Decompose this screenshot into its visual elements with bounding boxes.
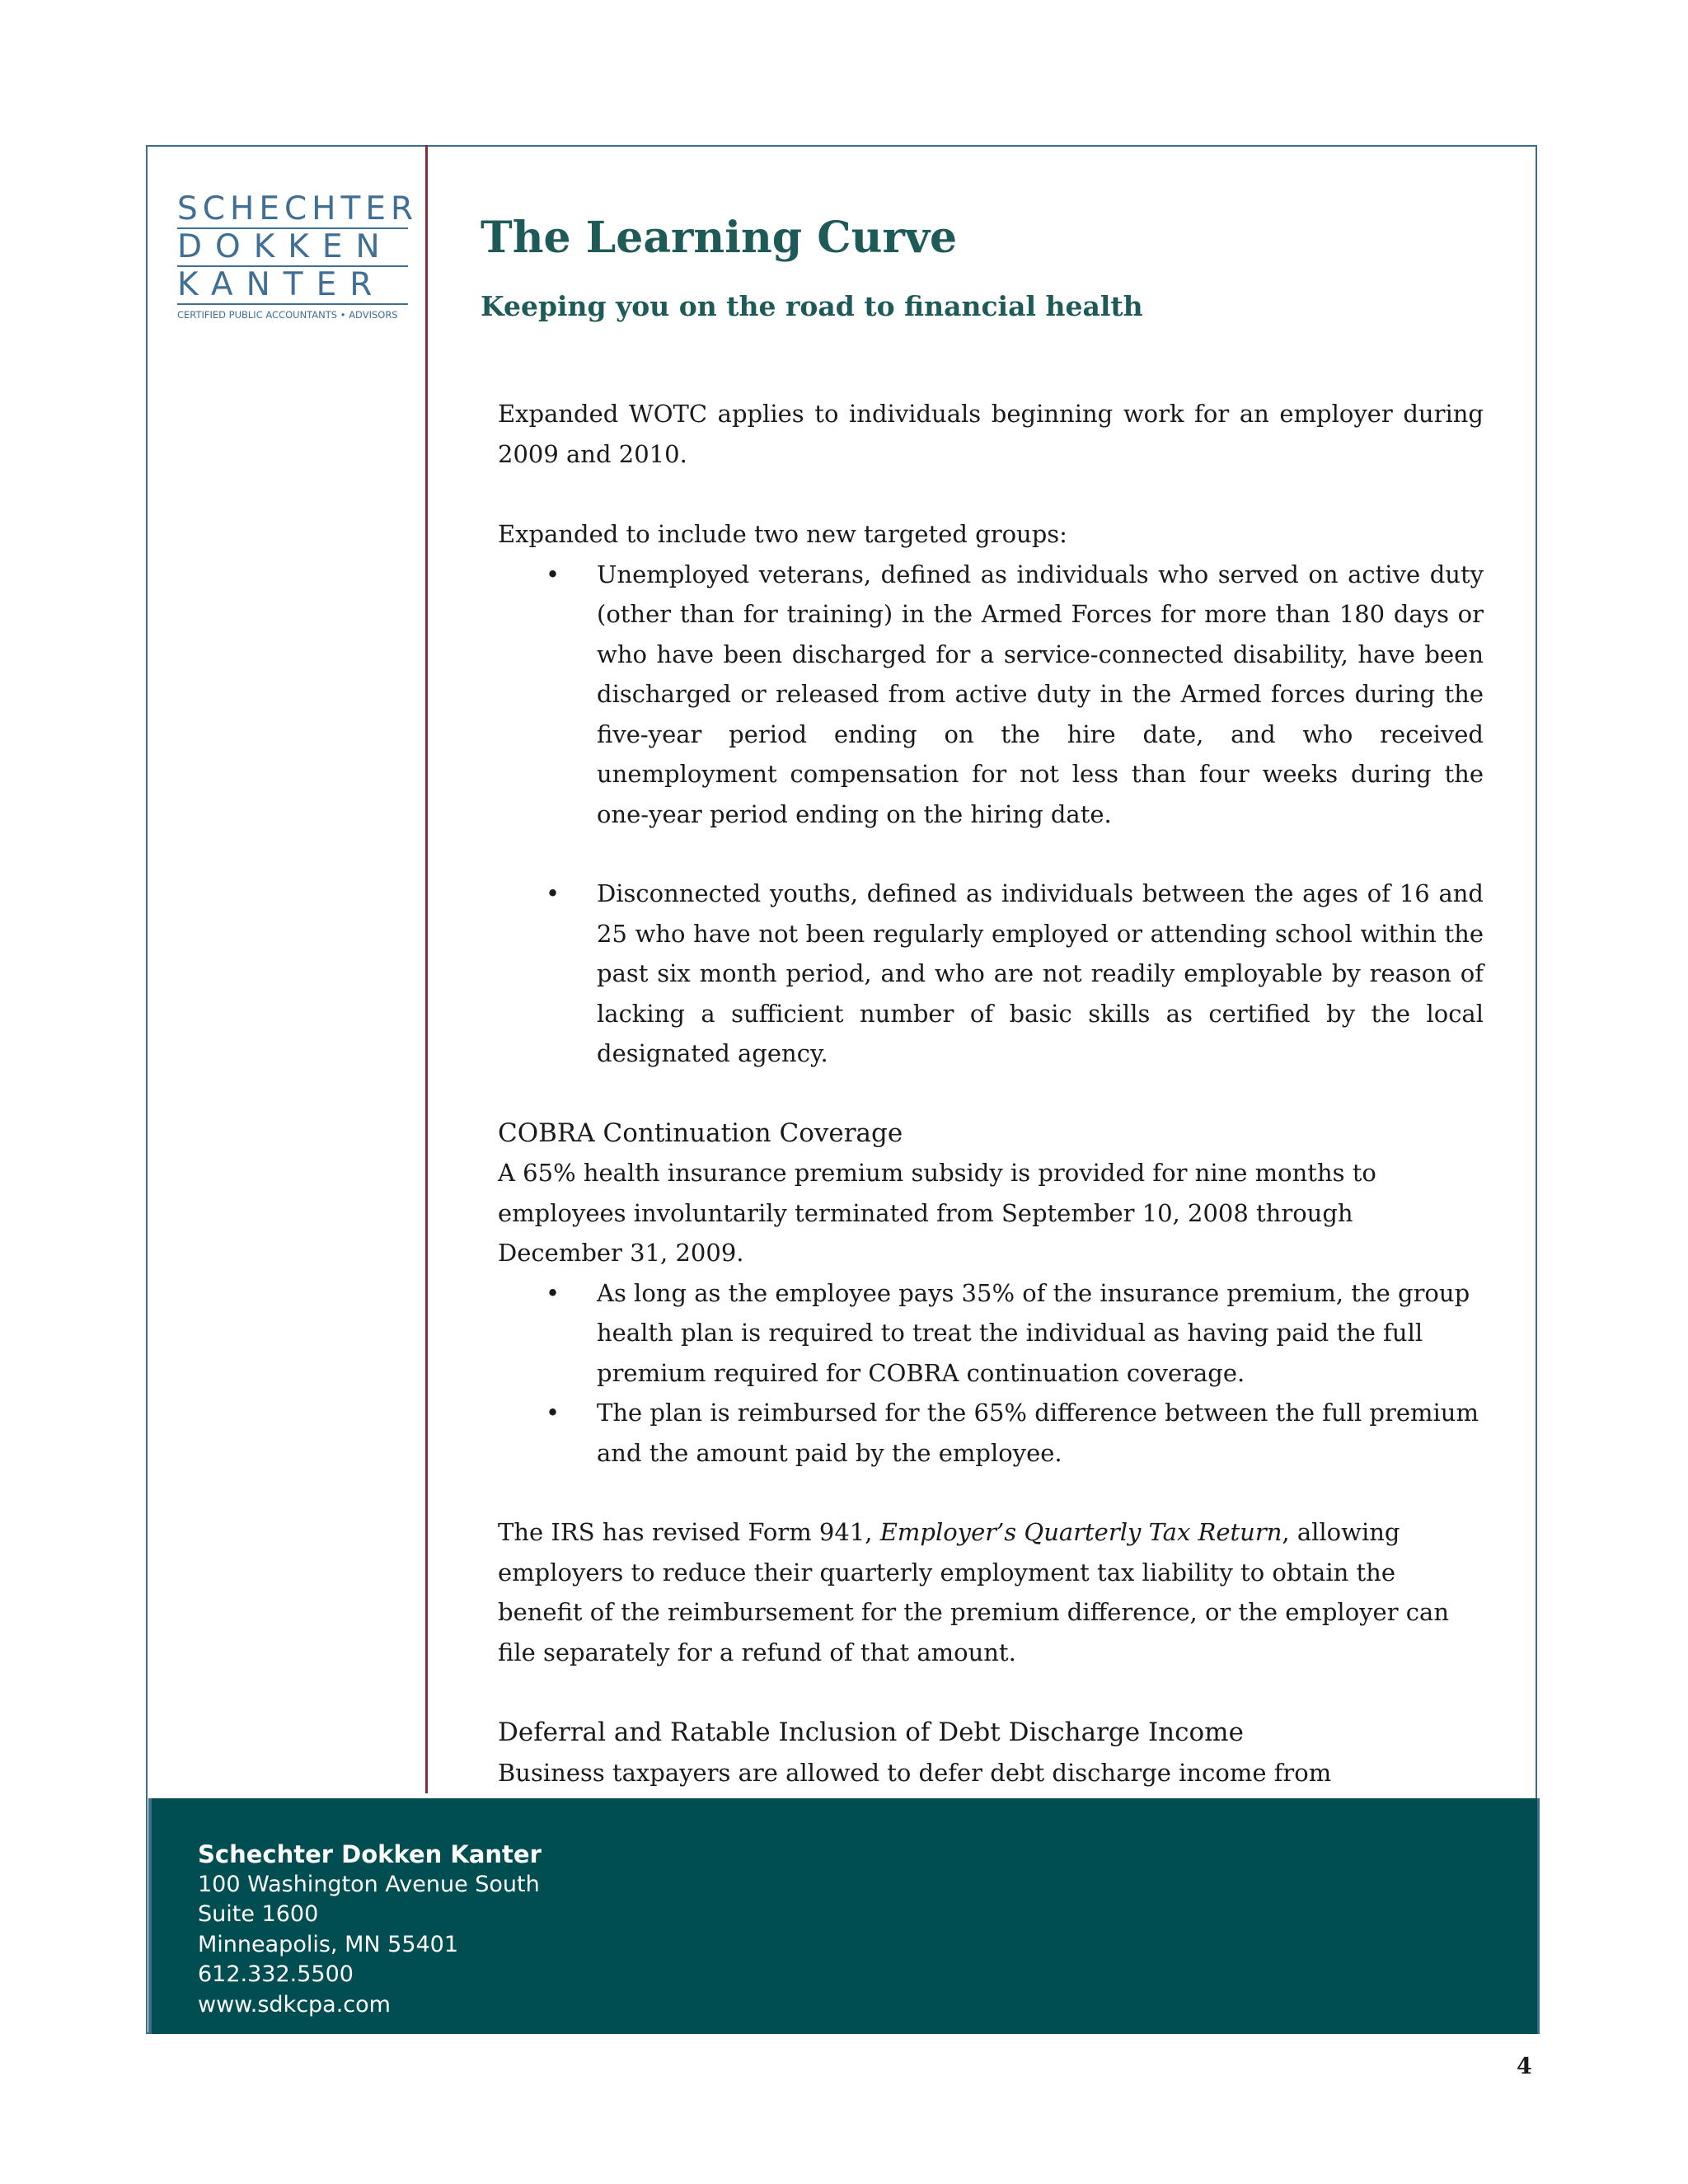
logo-line-1: SCHECHTER	[177, 190, 419, 227]
list-item-text: Disconnected youths, defined as individuals between the ages of 16 and 25 who have not been regularly employed or attending school within the past six month period, and who are not readily employable by reason of lacking a sufficient number of basic skills as certified by the local designated agency.	[597, 879, 1484, 1067]
article-body	[498, 394, 1484, 1833]
section-heading-cobra: COBRA Continuation Coverage	[498, 1118, 903, 1148]
footer-phone: 612.332.5500	[198, 1961, 354, 1987]
section-spacer	[498, 1473, 1484, 1512]
form-title: Employer’s Quarterly Tax Return	[879, 1518, 1282, 1546]
list-item	[498, 1273, 1484, 1394]
footer-city: Minneapolis, MN 55401	[198, 1931, 459, 1957]
irs-paragraph	[498, 1512, 1484, 1672]
cobra-list	[498, 1273, 1484, 1474]
section-spacer	[498, 1074, 1484, 1113]
footer-firm-name: Schechter Dokken Kanter	[198, 1840, 542, 1868]
logo-line-3: KANTER	[177, 267, 408, 305]
bullet-icon: •	[546, 1399, 560, 1427]
footer-address-line-2: Suite 1600	[198, 1901, 319, 1927]
list-item-text: As long as the employee pays 35% of the insurance premium, the group health plan is required to treat the individual as having paid the full premium required for COBRA continuation coverage.	[597, 1278, 1470, 1387]
cobra-paragraph: A 65% health insurance premium subsidy is provided for nine months to employees involuntarily terminated from September 10, 2008 through December 31, 2009.	[498, 1159, 1376, 1267]
logo-tagline: CERTIFIED PUBLIC ACCOUNTANTS • ADVISORS	[177, 309, 398, 321]
bullet-icon: •	[546, 1278, 560, 1307]
logo-line-2: DOKKEN	[177, 227, 408, 267]
list-item	[498, 874, 1484, 1074]
list-item	[498, 555, 1484, 835]
targeted-groups-list	[498, 555, 1484, 1074]
targeted-groups-intro: Expanded to include two new targeted groups:	[498, 520, 1067, 548]
irs-text-start: The IRS has revised Form 941,	[498, 1518, 880, 1546]
wotc-paragraph: Expanded WOTC applies to individuals beginning work for an employer during 2009 and 2010.	[498, 400, 1484, 468]
list-spacer	[498, 834, 1484, 874]
irs-text-end: , allowing employers to reduce their quarterly employment tax liability to obtain the benefit of the reimbursement for the premium difference, or the employer can file separately for a refund of that amount.	[498, 1518, 1449, 1666]
bullet-icon: •	[546, 879, 560, 907]
bullet-icon: •	[546, 560, 560, 588]
contact-footer	[148, 1798, 1540, 2034]
debt-paragraph: Business taxpayers are allowed to defer debt discharge income from	[498, 1758, 1332, 1787]
list-item-text: The plan is reimbursed for the 65% difference between the full premium and the amount paid by the employee.	[597, 1399, 1479, 1467]
company-logo	[177, 190, 419, 321]
newsletter-subtitle: Keeping you on the road to financial health	[481, 290, 1143, 322]
newsletter-title: The Learning Curve	[481, 213, 958, 263]
list-item	[498, 1393, 1484, 1473]
footer-website-link[interactable]: www.sdkcpa.com	[198, 1991, 391, 2018]
footer-address-line-1: 100 Washington Avenue South	[198, 1871, 540, 1897]
list-item-text: Unemployed veterans, defined as individuals who served on active duty (other than for training) in the Armed Forces for more than 180 days or who have been discharged for a service-connected disability, have been discharged or released from active duty in the Armed forces during the five-year period ending on the hire date, and who received unemployment compensation for not less than four weeks during the one-year period ending on the hiring date.	[597, 560, 1484, 828]
sidebar-divider	[425, 145, 428, 1793]
section-heading-debt: Deferral and Ratable Inclusion of Debt Discharge Income	[498, 1718, 1244, 1747]
page-number: 4	[1517, 2054, 1532, 2079]
